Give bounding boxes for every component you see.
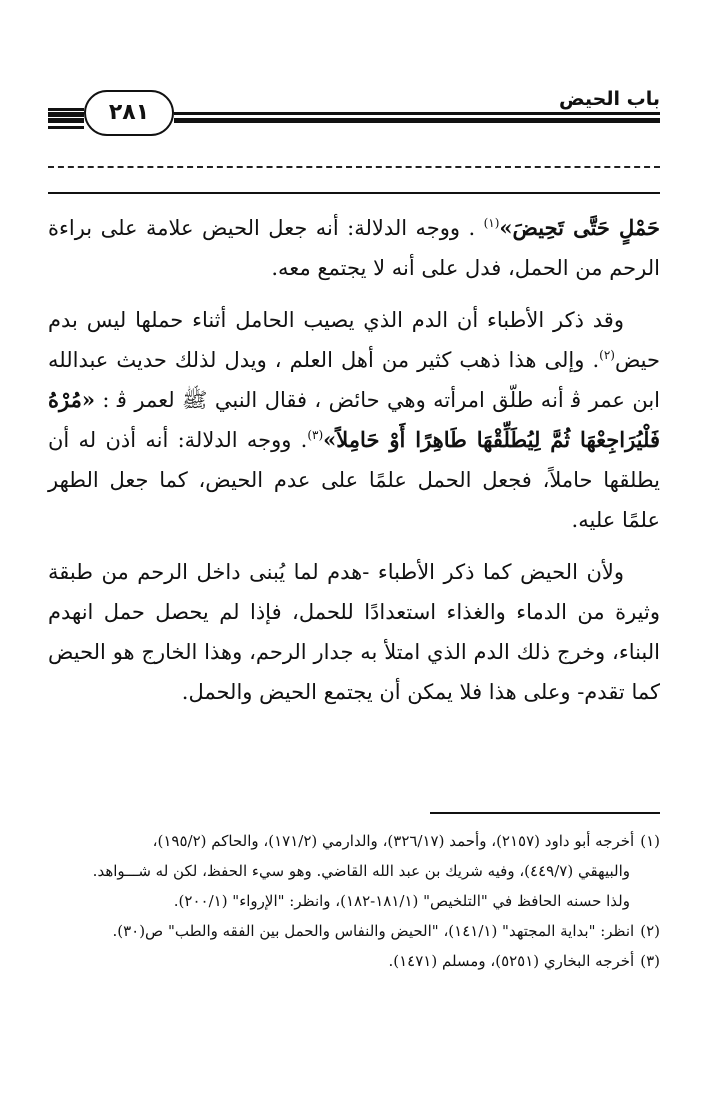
footnote-ref: (١) [483,216,500,230]
footnote-ref: (٣) [307,428,324,442]
paragraph-1 [48,208,660,288]
footnote-ref: (٢) [599,348,615,362]
chapter-title: باب الحيض [559,88,660,110]
header-left-bars [48,108,84,132]
footnote-1-cont [48,886,660,916]
paragraph-text: وقد ذكر الأطباء أن الدم الذي يصيب الحامل أثناء حملها ليس بدم حيض [48,308,660,372]
paragraph-text: . ووجه الدلالة: أنه أذن له أن يطلقها حاملاً، فجعل الحمل علمًا على عدم الحيض، كما جعل الطهر علمًا عليه. [48,428,660,532]
footnote-2 [48,916,660,946]
paragraph-text: . وإلى هذا ذهب كثير من أهل العلم ، ويدل لذلك حديث عبدالله ابن عمر ﭬ أنه طلّق امرأته وهي حائض ، فقال النبي ﷺ لعمر ﭬ : [48,348,660,412]
solid-divider [48,192,660,194]
paragraph-3 [48,552,660,712]
footnote-text: أخرجه البخاري (٥٢٥١)، ومسلم (١٤٧١). [388,952,635,970]
footnote-1-cont [48,856,660,886]
main-text [48,208,660,724]
hadith-quote: «مُرْهُ فَلْيُرَاجِعْهَا ثُمَّ لِيُطَلِّقْهَا طَاهِرًا أَوْ حَامِلاً» [48,387,660,452]
paragraph-text: . ووجه الدلالة: أنه جعل الحيض علامة على براءة الرحم من الحمل، فدل على أنه لا يجتمع معه. [48,216,660,280]
footnote-number: (١) [640,832,660,850]
footnote-separator [430,812,660,814]
footnote-3 [48,946,660,976]
footnote-number: (٢) [640,922,660,940]
footnote-text: والبيهقي (٤٤٩/٧)، وفيه شريك بن عبد الله القاضي. وهو سيء الحفظ، لكن له شـــواهد. [92,862,630,880]
footnote-number: (٣) [640,952,660,970]
footnotes [48,826,660,976]
paragraph-2 [48,300,660,540]
footnote-1 [48,826,660,856]
dashed-divider [48,166,660,168]
footnote-text: انظر: "بداية المجتهد" (١٤١/١)، "الحيض والنفاس والحمل بين الفقه والطب" ص(٣٠). [112,922,635,940]
page-number-badge [84,90,174,136]
footnote-text: أخرجه أبو داود (٢١٥٧)، وأحمد (٣٢٦/١٧)، والدارمي (١٧١/٢)، والحاكم (١٩٥/٢)، [152,832,635,850]
footnote-text: ولذا حسنه الحافظ في "التلخيص" (١٨١/١-١٨٢)، وانظر: "الإرواء" (٢٠٠/١). [173,892,630,910]
hadith-quote: حَمْلٍ حَتَّى تَحِيضَ» [499,215,661,240]
paragraph-text: ولأن الحيض كما ذكر الأطباء -هدم لما يُبنى داخل الرحم من طبقة وثيرة من الدماء والغذاء استعدادًا للحمل، فإذا لم يحصل حمل انهدم البناء، وخرج ذلك الدم الذي امتلأ به جدار الرحم، وهذا الخارج هو الحيض كما تقدم- وعلى هذا فلا يمكن أن يجتمع الحيض والحمل. [48,560,660,704]
page-number: ٢٨١ [84,90,174,136]
